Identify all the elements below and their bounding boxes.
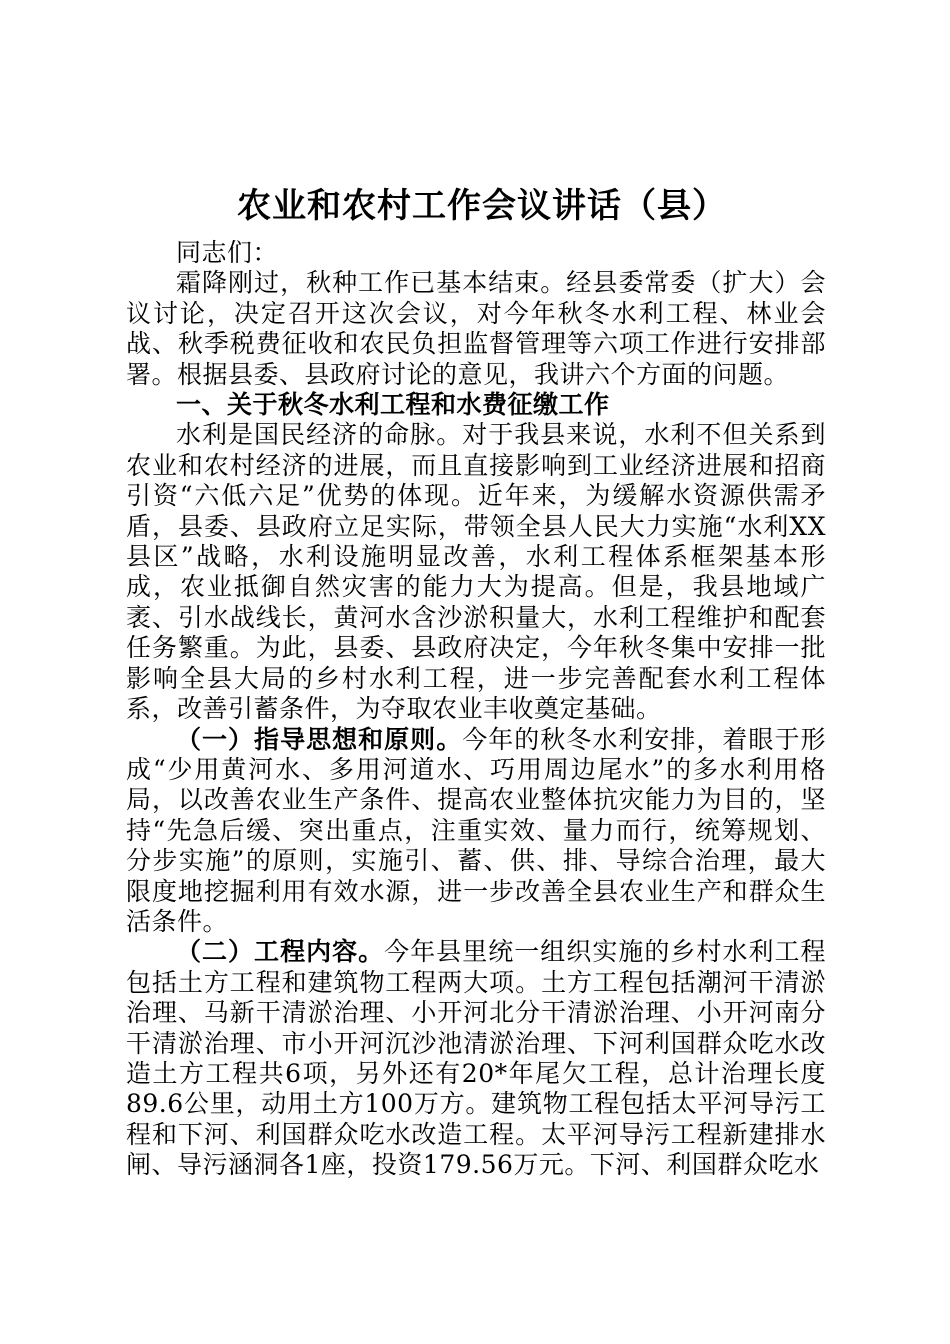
subsection-text: 今年县里统一组织实施的乡村水利工程包括土方工程和建筑物工程两大项。土方工程包括潮河干清淤治理、马新干清淤治理、小开河北分干清淤治理、小开河南分干清淤治理、市小开河沉沙池清淤治理、下河利国群众吃水改造土方工程共6项，另外还有20*年尾欠工程，总计治理长度89.6公里，动用土方100万方。建筑物工程包括太平河导污工程和下河、利国群众吃水改造工程。太平河导污工程新建排水闸、导污涵洞各1座，投资179.56万元。下河、利国群众吃水 [126, 937, 826, 1180]
section-heading: 一、关于秋冬水利工程和水费征缴工作 [176, 390, 610, 420]
document-title: 农业和农村工作会议讲话（县） [237, 186, 727, 226]
subsection-text: 今年的秋冬水利安排，着眼于形成“少用黄河水、多用河道水、巧用周边尾水”的多水利用格局，以改善农业生产条件、提高农业整体抗灾能力为目的，坚持“先急后缓、突出重点，注重实效、量力而行，统筹规划、分步实施”的原则，实施引、蓄、供、排、导综合治理，最大限度地挖掘利用有效水源，进一步改善全县农业生产和群众生活条件。 [126, 724, 826, 936]
greeting-line: 同志们： [176, 238, 279, 267]
subsection-project-content [126, 937, 826, 1180]
subsection-guiding-principles [126, 725, 826, 938]
subsection-heading: （一）指导思想和原则。 [176, 724, 463, 754]
intro-paragraph: 霜降刚过，秋种工作已基本结束。经县委常委（扩大）会议讨论，决定召开这次会议，对今年秋冬水利工程、林业会战、秋季税费征收和农民负担监督管理等六项工作进行安排部署。根据县委、县政府讨论的意见，我讲六个方面的问题。 [126, 268, 826, 389]
document-page [126, 180, 826, 1181]
subsection-heading: （二）工程内容。 [176, 937, 385, 967]
section-paragraph: 水利是国民经济的命脉。对于我县来说，水利不但关系到农业和农村经济的进展，而且直接影响到工业经济进展和招商引资“六低六足”优势的体现。近年来，为缓解水资源供需矛盾，县委、县政府立足实际，带领全县人民大力实施“水利XX县区”战略，水利设施明显改善，水利工程体系框架基本形成，农业抵御自然灾害的能力大为提高。但是，我县地域广袤、引水战线长，黄河水含沙淤积量大，水利工程维护和配套任务繁重。为此，县委、县政府决定，今年秋冬集中安排一批影响全县大局的乡村水利工程，进一步完善配套水利工程体系，改善引蓄条件，为夺取农业丰收奠定基础。 [126, 420, 826, 724]
